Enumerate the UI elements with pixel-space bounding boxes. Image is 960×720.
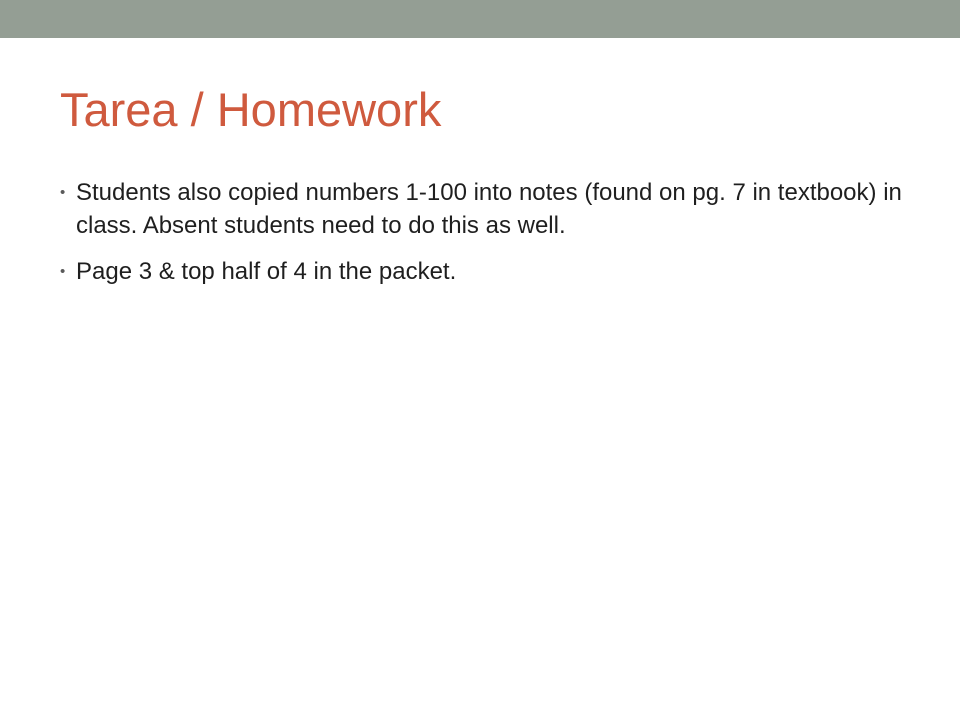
bullet-item — [60, 176, 905, 242]
header-band — [0, 0, 960, 38]
bullet-text: Page 3 & top half of 4 in the packet. — [76, 258, 457, 285]
bullet-text: Students also copied numbers 1-100 into notes (found on pg. 7 in textbook) in class. Absent students need to do this as well. — [76, 179, 902, 239]
slide-title: Tarea / Homework — [60, 83, 442, 136]
bullet-icon: • — [60, 263, 66, 280]
bullet-item — [60, 255, 905, 288]
bullet-list — [60, 176, 905, 301]
bullet-icon: • — [60, 184, 66, 201]
